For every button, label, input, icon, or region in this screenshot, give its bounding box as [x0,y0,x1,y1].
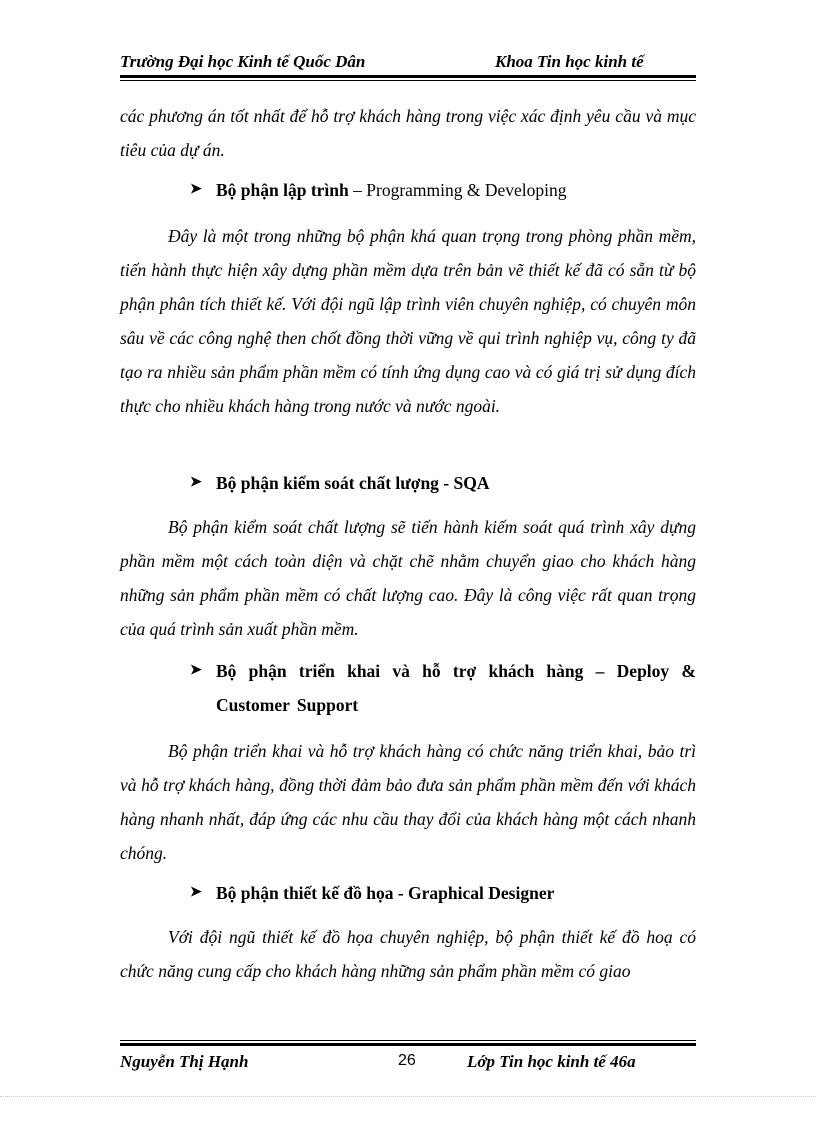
header-rule-thick [120,75,696,78]
bullet-heading-vi: Bộ phận lập trình [216,180,349,200]
bullet-heading: Bộ phận triển khai và hỗ trợ khách hàng – Deploy & Customer Support [216,661,696,715]
footer-rule-thin [120,1040,696,1041]
page-boundary [0,1096,816,1097]
page-number: 26 [398,1052,416,1069]
footer-class: Lớp Tin học kinh tế 46a [467,1052,636,1071]
bullet-heading-en: – Programming & Developing [348,180,567,200]
arrow-bullet-icon: ➤ [190,475,202,490]
bullet-heading: Bộ phận thiết kế đồ họa - Graphical Designer [216,883,555,903]
arrow-bullet-icon: ➤ [190,885,202,900]
paragraph-deploy: Bộ phận triển khai và hỗ trợ khách hàng có chức năng triển khai, bảo trì và hỗ trợ khách hàng, đồng thời đảm bảo đưa sản phẩm phần mềm đến với khách hàng nhanh nhất, đáp ứng các nhu cầu thay đổi của khách hàng một cách nhanh chóng. [120,741,696,863]
header-rule-thin [120,80,696,81]
footer-rule-thick [120,1043,696,1046]
bullet-heading [216,173,567,207]
footer-author: Nguyễn Thị Hạnh [120,1052,249,1071]
header-university: Trường Đại học Kinh tế Quốc Dân [120,52,366,71]
paragraph-graphics: Với đội ngũ thiết kế đồ họa chuyên nghiệp, bộ phận thiết kế đồ hoạ có chức năng cung cấp cho khách hàng những sản phẩm phần mềm có giao [120,927,696,981]
header-faculty: Khoa Tin học kinh tế [495,52,644,71]
paragraph-programming: Đây là một trong những bộ phận khá quan trọng trong phòng phần mềm, tiến hành thực hiện xây dựng phần mềm dựa trên bản vẽ thiết kế đã có sẵn từ bộ phận phân tích thiết kế. Với đội ngũ lập trình viên chuyên nghiệp, có chuyên môn sâu về các công nghệ then chốt đồng thời vững về qui trình nghiệp vụ, công ty đã tạo ra nhiều sản phẩm phần mềm có tính ứng dụng cao và có giá trị sử dụng đích thực cho nhiều khách hàng trong nước và nước ngoài. [120,226,696,416]
bullet-heading: Bộ phận kiểm soát chất lượng - SQA [216,473,490,493]
arrow-bullet-icon: ➤ [190,182,202,197]
paragraph-sqa: Bộ phận kiểm soát chất lượng sẽ tiến hành kiếm soát quá trình xây dựng phần mềm một cách toàn diện và chặt chẽ nhằm chuyển giao cho khách hàng những sản phẩm phần mềm có chất lượng cao. Đây là công việc rất quan trọng của quá trình sản xuất phần mềm. [120,517,696,639]
arrow-bullet-icon: ➤ [190,663,202,678]
paragraph-intro-continuation: các phương án tốt nhất để hỗ trợ khách hàng trong việc xác định yêu cầu và mục tiêu của dự án. [120,106,696,160]
